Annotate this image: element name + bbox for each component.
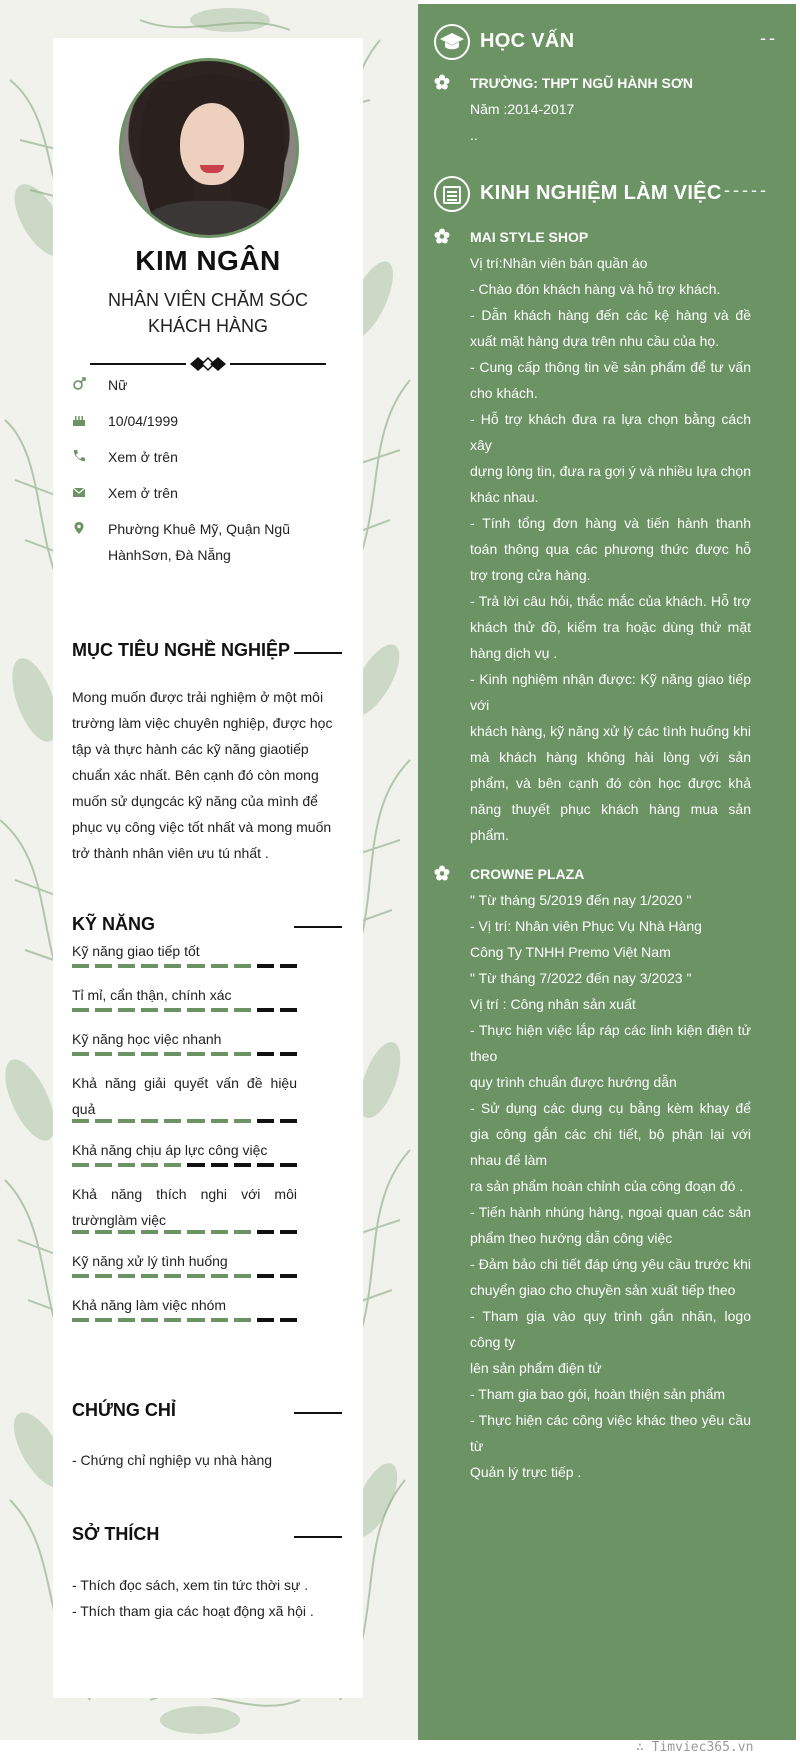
skill-level-bar — [72, 1119, 297, 1123]
skill-level-segment — [211, 1318, 228, 1322]
description-line: khách hàng, kỹ năng xử lý các tình huống khi mà khách hàng không hài lòng với sản phẩm, và bên cạnh đó còn học được khả năng thuyết phục khách hàng mua sản phẩm. — [470, 723, 751, 843]
gender-value: Nữ — [108, 377, 128, 393]
skill-level-bar — [72, 1163, 297, 1167]
skill-level-segment — [72, 964, 89, 968]
skill-level-segment — [234, 1274, 251, 1278]
description-line: - Cung cấp thông tin về sản phẩm để tư vấn cho khách. — [470, 359, 751, 401]
description-line: Vị trí : Công nhân sản xuất — [470, 996, 636, 1012]
skill-level-segment — [257, 1230, 274, 1234]
skill-level-segment — [234, 1052, 251, 1056]
school-name: TRƯỜNG: THPT NGŨ HÀNH SƠN — [470, 75, 693, 91]
skill-level-segment — [72, 1119, 89, 1123]
heading-dash: -- — [760, 28, 778, 48]
experience-heading: KINH NGHIỆM LÀM VIỆC — [480, 182, 722, 204]
watermark: ∴ Timviec365.vn — [636, 1740, 754, 1755]
skill-level-segment — [118, 1274, 135, 1278]
skill-level-segment — [187, 1052, 204, 1056]
heading-dash: ----- — [724, 180, 769, 200]
skill-level-segment — [72, 1052, 89, 1056]
skill-level-segment — [95, 964, 112, 968]
skill-level-segment — [234, 1008, 251, 1012]
skill-label: Tỉ mỉ, cẩn thận, chính xác — [72, 987, 232, 1003]
skill-level-segment — [280, 1274, 297, 1278]
skill-label: Khả năng chịu áp lực công việc — [72, 1142, 268, 1158]
description-line: - Thực hiện các công việc khác theo yêu cầu từ — [470, 1412, 751, 1454]
phone-row — [72, 444, 352, 470]
skill-level-segment — [118, 1052, 135, 1056]
flower-bullet-icon — [434, 865, 450, 881]
description-line: - Tham gia vào quy trình gắn nhãn, logo công ty — [470, 1308, 751, 1350]
skill-level-segment — [72, 1163, 89, 1167]
email-value: Xem ở trên — [108, 485, 178, 501]
skill-level-segment — [187, 1318, 204, 1322]
skill-level-segment — [164, 964, 181, 968]
skill-level-segment — [141, 1163, 158, 1167]
skill-level-segment — [187, 964, 204, 968]
description-line: - Sử dụng các dụng cụ bằng kèm khay để gia công gắn các chi tiết, bộ phận lại với nhau để làm — [470, 1100, 751, 1168]
skill-label: Kỹ năng giao tiếp tốt — [72, 943, 200, 959]
skill-level-segment — [280, 1119, 297, 1123]
skill-level-segment — [164, 1163, 181, 1167]
company-name: MAI STYLE SHOP — [470, 229, 589, 245]
skill-level-segment — [72, 1274, 89, 1278]
skill-level-segment — [141, 1318, 158, 1322]
candidate-name: KIM NGÂN — [135, 245, 281, 276]
skill-level-segment — [280, 1230, 297, 1234]
skill-level-segment — [257, 1163, 274, 1167]
skill-level-segment — [141, 1008, 158, 1012]
description-line: - Trả lời câu hỏi, thắc mắc của khách. Hỗ trợ khách thử đồ, kiểm tra hoặc dùng thử mặt hàng dịch vụ . — [470, 593, 751, 661]
divider-ornament — [90, 354, 326, 374]
email-row — [72, 480, 352, 506]
skill-level-segment — [211, 1230, 228, 1234]
skill-level-segment — [280, 1163, 297, 1167]
avatar — [119, 58, 299, 238]
skill-level-bar — [72, 1318, 297, 1322]
skill-level-segment — [118, 1008, 135, 1012]
education-note: .. — [470, 127, 478, 143]
hobbies-heading: SỞ THÍCH — [72, 1524, 342, 1545]
skill-level-segment — [118, 1230, 135, 1234]
objective-text: Mong muốn được trải nghiệm ở một môi trường làm việc chuyên nghiệp, được học tập và thực hành các kỹ năng giaotiếp chuẩn xác nhất. Bên cạnh đó còn mong muốn sử dụngcác kỹ năng của mình để phục vụ công việc tốt nhất và mong muốn trở thành nhân viên ưu tú nhất . — [72, 689, 333, 861]
description-line: " Từ tháng 7/2022 đến nay 3/2023 " — [470, 970, 692, 986]
skill-level-segment — [141, 1274, 158, 1278]
description-line: - Chào đón khách hàng và hỗ trợ khách. — [470, 281, 721, 297]
skill-level-segment — [95, 1274, 112, 1278]
skill-level-segment — [211, 1163, 228, 1167]
skill-level-segment — [95, 1119, 112, 1123]
description-line: ra sản phẩm hoàn chỉnh của công đoạn đó . — [470, 1178, 744, 1194]
skill-label: Khả năng giải quyết vấn đề hiệu quả — [72, 1075, 297, 1117]
phone-value: Xem ở trên — [108, 449, 178, 465]
skill-level-segment — [95, 1052, 112, 1056]
hobby-item: - Thích tham gia các hoạt động xã hội . — [72, 1603, 314, 1619]
skill-level-segment — [72, 1008, 89, 1012]
skill-level-segment — [234, 1163, 251, 1167]
skill-level-segment — [211, 1119, 228, 1123]
skill-level-segment — [141, 1052, 158, 1056]
skill-level-segment — [72, 1230, 89, 1234]
skill-level-segment — [187, 1119, 204, 1123]
school-years: Năm :2014-2017 — [470, 101, 575, 117]
skill-level-segment — [211, 1052, 228, 1056]
skill-level-bar — [72, 1274, 297, 1278]
skill-level-segment — [257, 1318, 274, 1322]
skill-level-segment — [211, 1008, 228, 1012]
skill-level-segment — [234, 1230, 251, 1234]
job-description — [470, 250, 751, 848]
skill-level-segment — [118, 1318, 135, 1322]
flower-bullet-icon — [434, 228, 450, 244]
envelope-icon — [72, 485, 86, 499]
description-line: lên sản phẩm điện tử — [470, 1360, 602, 1376]
skill-level-segment — [95, 1008, 112, 1012]
skill-label: Kỹ năng học việc nhanh — [72, 1031, 222, 1047]
birthday-cake-icon — [72, 413, 86, 427]
skill-level-segment — [280, 964, 297, 968]
description-line: - Hỗ trợ khách đưa ra lựa chọn bằng cách xây — [470, 411, 751, 453]
map-pin-icon — [72, 521, 86, 535]
description-line: - Dẫn khách hàng đến các kệ hàng và đề xuất mặt hàng dựa trên nhu cầu của họ. — [470, 307, 751, 349]
skill-level-segment — [257, 1119, 274, 1123]
description-line: quy trình chuẩn được hướng dẫn — [470, 1074, 677, 1090]
hobby-item: - Thích đọc sách, xem tin tức thời sự . — [72, 1577, 309, 1593]
graduation-cap-icon — [434, 24, 470, 60]
skill-level-segment — [234, 964, 251, 968]
skill-level-segment — [257, 1274, 274, 1278]
description-line: - Tham gia bao gói, hoàn thiện sản phẩm — [470, 1386, 726, 1402]
skill-level-segment — [211, 1274, 228, 1278]
skill-level-bar — [72, 1008, 297, 1012]
skill-level-segment — [280, 1008, 297, 1012]
skill-level-segment — [257, 1052, 274, 1056]
skill-label: Khả năng làm việc nhóm — [72, 1297, 227, 1313]
skill-level-segment — [187, 1008, 204, 1012]
description-line: Quản lý trực tiếp . — [470, 1464, 582, 1480]
address-row — [72, 516, 352, 568]
skill-level-segment — [187, 1163, 204, 1167]
skill-level-bar — [72, 1052, 297, 1056]
gender-icon — [72, 377, 86, 391]
flower-bullet-icon — [434, 74, 450, 90]
skill-level-segment — [211, 964, 228, 968]
job-title: NHÂN VIÊN CHĂM SÓC KHÁCH HÀNG — [107, 290, 309, 336]
skill-level-segment — [72, 1318, 89, 1322]
objective-heading: MỤC TIÊU NGHỀ NGHIỆP — [72, 640, 342, 661]
skill-level-segment — [95, 1318, 112, 1322]
skill-level-bar — [72, 1230, 297, 1234]
skill-level-segment — [164, 1230, 181, 1234]
skill-level-segment — [280, 1318, 297, 1322]
birthday-value: 10/04/1999 — [108, 413, 179, 429]
skill-level-bar — [72, 964, 297, 968]
briefcase-icon — [434, 176, 470, 212]
birthday-row — [72, 408, 352, 434]
skill-level-segment — [164, 1318, 181, 1322]
description-line: - Thực hiện việc lắp ráp các linh kiện điện tử theo — [470, 1022, 751, 1064]
education-heading: HỌC VẤN — [480, 30, 575, 52]
skill-level-segment — [95, 1163, 112, 1167]
job-description — [470, 887, 751, 1485]
skill-level-segment — [187, 1230, 204, 1234]
description-line: - Tính tổng đơn hàng và tiến hành thanh toán thông qua các phương thức được hỗ trợ trong cửa hàng. — [470, 515, 751, 583]
skill-level-segment — [164, 1052, 181, 1056]
skill-level-segment — [257, 964, 274, 968]
skill-level-segment — [118, 964, 135, 968]
skill-level-segment — [187, 1274, 204, 1278]
description-line: - Tiến hành nhúng hàng, ngoại quan các sản phẩm theo hướng dẫn công việc — [470, 1204, 751, 1246]
skill-label: Khả năng thích nghi với môi trườnglàm việc — [72, 1186, 297, 1228]
skill-level-segment — [141, 1230, 158, 1234]
skill-label: Kỹ năng xử lý tình huống — [72, 1253, 228, 1269]
skill-level-segment — [164, 1274, 181, 1278]
skill-level-segment — [164, 1008, 181, 1012]
company-name: CROWNE PLAZA — [470, 866, 585, 882]
phone-icon — [72, 449, 86, 463]
skill-level-segment — [234, 1318, 251, 1322]
description-line: dựng lòng tin, đưa ra gợi ý và nhiều lựa chọn khác nhau. — [470, 463, 751, 505]
skill-level-segment — [257, 1008, 274, 1012]
address-value: Phường Khuê Mỹ, Quận Ngũ HànhSơn, Đà Nẵng — [108, 521, 290, 563]
description-line: " Từ tháng 5/2019 đến nay 1/2020 " — [470, 892, 692, 908]
skills-heading: KỸ NĂNG — [72, 914, 342, 935]
skill-level-segment — [141, 1119, 158, 1123]
description-line: - Vị trí: Nhân viên Phục Vụ Nhà Hàng — [470, 918, 702, 934]
skill-level-segment — [118, 1163, 135, 1167]
skill-level-segment — [280, 1052, 297, 1056]
certificate-item: - Chứng chỉ nghiệp vụ nhà hàng — [72, 1452, 273, 1468]
skill-level-segment — [95, 1230, 112, 1234]
skill-level-segment — [141, 964, 158, 968]
gender-row — [72, 372, 352, 398]
description-line: - Đảm bảo chi tiết đáp ứng yêu cầu trước khi chuyển giao cho chuyền sản xuất tiếp theo — [470, 1256, 751, 1298]
description-line: - Kinh nghiệm nhận được: Kỹ năng giao tiếp với — [470, 671, 751, 713]
certificates-heading: CHỨNG CHỈ — [72, 1400, 342, 1421]
skill-level-segment — [164, 1119, 181, 1123]
skill-level-segment — [234, 1119, 251, 1123]
description-line: Công Ty TNHH Premo Việt Nam — [470, 944, 671, 960]
description-line: Vị trí:Nhân viên bán quần áo — [470, 255, 648, 271]
skill-level-segment — [118, 1119, 135, 1123]
